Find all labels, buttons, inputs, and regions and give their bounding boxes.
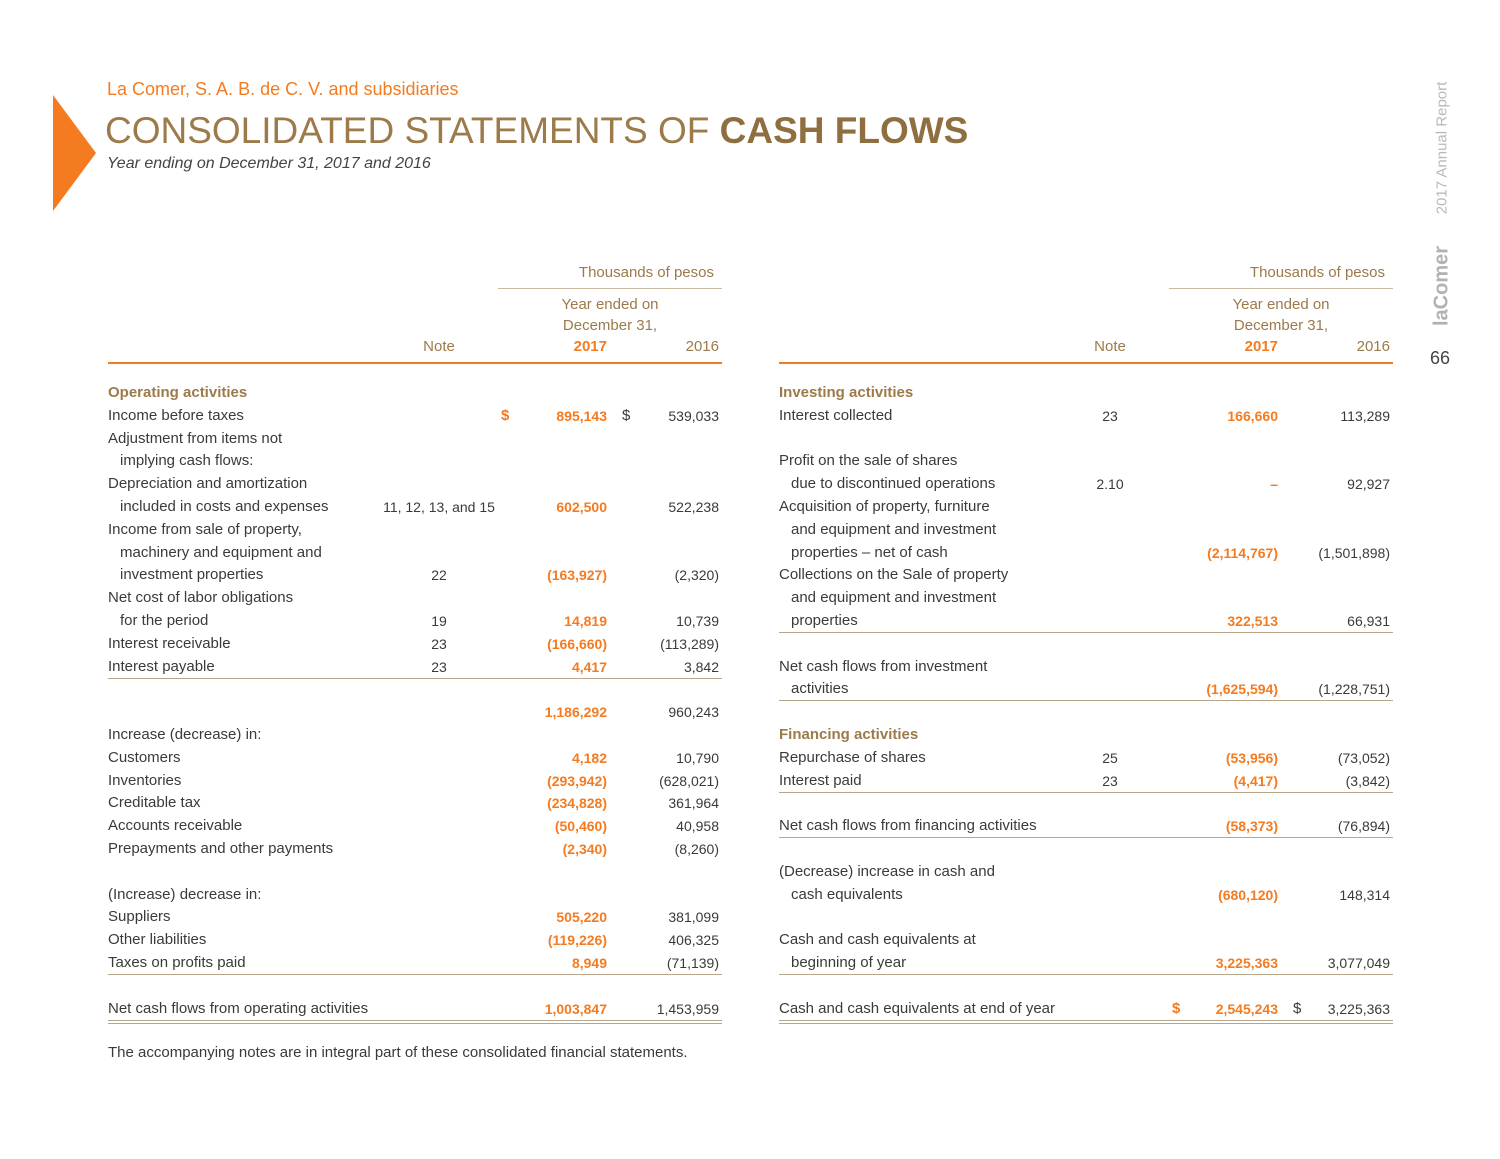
table-row	[779, 929, 1393, 951]
table-row	[108, 906, 722, 928]
table-row	[779, 952, 1393, 974]
row-note: 2.10	[1096, 476, 1124, 493]
value-2017: 2,545,243	[1215, 1000, 1278, 1017]
table-row	[779, 838, 1393, 860]
table-row	[108, 998, 722, 1020]
value-2016: (71,139)	[666, 955, 719, 971]
row-rule	[779, 974, 1393, 975]
section-title: Operating activities	[108, 384, 248, 401]
row-note: 23	[431, 658, 447, 675]
row-label: beginning of year	[791, 954, 907, 971]
lacomer-logo: laComer	[1430, 245, 1453, 327]
table-row	[779, 450, 1393, 472]
year-ended-line2: December 31,	[1233, 317, 1329, 334]
table-row	[779, 884, 1393, 906]
table-row	[779, 564, 1393, 586]
table-row	[108, 975, 722, 997]
value-2016: (76,894)	[1337, 818, 1390, 835]
table-row	[779, 861, 1393, 883]
table-row	[108, 542, 722, 564]
thousands-rule	[498, 288, 722, 289]
table-row	[779, 815, 1393, 837]
table-row	[108, 405, 722, 427]
currency-2017: $	[1172, 999, 1181, 1017]
row-label: machinery and equipment and	[120, 543, 322, 561]
row-label: due to discontinued operations	[791, 475, 996, 493]
table-row	[108, 587, 722, 609]
table-row	[779, 656, 1393, 678]
table-row	[108, 473, 722, 495]
year-ended-line1: Year ended on	[1232, 296, 1330, 313]
value-2016: 113,289	[1340, 407, 1390, 424]
value-2016: 539,033	[668, 407, 719, 424]
row-label: Acquisition of property, furniture	[779, 498, 990, 515]
table-row	[108, 838, 722, 860]
row-label: Other liabilities	[108, 931, 207, 949]
value-2017: 166,660	[1227, 407, 1278, 424]
table-row	[779, 998, 1393, 1020]
year-ended-header	[498, 294, 722, 336]
footnote: The accompanying notes are in integral part of these consolidated financial statements.	[108, 1044, 688, 1061]
year-2017-header: 2017	[573, 338, 607, 355]
row-label: Inventories	[108, 771, 182, 789]
value-2016: 361,964	[668, 795, 719, 812]
table-row	[779, 542, 1393, 564]
table-row	[779, 610, 1393, 632]
value-2017: 8,949	[571, 955, 607, 971]
page-subtitle: Year ending on December 31, 2017 and 2016	[107, 155, 431, 172]
table-row	[108, 861, 722, 883]
year-ended-line2: December 31,	[562, 317, 658, 334]
table-row	[108, 724, 722, 746]
currency-2017: $	[501, 406, 510, 424]
table-row	[108, 428, 722, 450]
note-header: Note	[1094, 338, 1126, 355]
page-number: 66	[1430, 348, 1451, 368]
row-label: Net cash flows from investment	[779, 657, 988, 675]
value-2017: (234,828)	[547, 795, 607, 812]
currency-2016: $	[622, 406, 631, 424]
table-row	[779, 587, 1393, 609]
title-light: CONSOLIDATED STATEMENTS OF	[105, 110, 720, 151]
value-2016: (73,052)	[1337, 749, 1390, 766]
row-label: Prepayments and other payments	[108, 840, 334, 857]
value-2017: 895,143	[556, 407, 607, 424]
table-row	[108, 792, 722, 814]
row-note: 23	[431, 635, 447, 652]
row-label: Income from sale of property,	[108, 520, 302, 538]
row-label: for the period	[120, 612, 209, 629]
row-note: 19	[431, 613, 447, 629]
table-row	[779, 747, 1393, 769]
row-rule	[779, 837, 1393, 838]
year-2016-header: 2016	[1356, 338, 1390, 355]
value-2016: 522,238	[668, 499, 719, 515]
value-2017: 14,819	[564, 613, 607, 629]
value-2017: 4,417	[571, 658, 607, 675]
section-heading	[779, 724, 1393, 746]
value-2017: (166,660)	[547, 635, 607, 652]
note-header: Note	[423, 338, 455, 355]
row-rule	[108, 974, 722, 975]
title-bold: CASH FLOWS	[719, 110, 969, 151]
value-2016: 3,077,049	[1327, 955, 1390, 971]
value-2017: 602,500	[556, 499, 607, 515]
row-label: Cash and cash equivalents at end of year	[779, 999, 1056, 1017]
value-2017: (2,340)	[562, 841, 607, 857]
section-title: Financing activities	[779, 726, 919, 743]
row-label: Profit on the sale of shares	[779, 452, 958, 470]
row-label: Interest collected	[779, 406, 893, 424]
section-heading	[779, 382, 1393, 404]
table-row	[108, 952, 722, 974]
table-row	[779, 473, 1393, 495]
row-label: Net cost of labor obligations	[108, 589, 294, 607]
value-2016: 10,739	[676, 613, 719, 629]
section-heading	[108, 382, 722, 404]
row-label: Adjustment from items not	[108, 429, 283, 447]
row-label: Interest receivable	[108, 634, 231, 652]
value-2017: 505,220	[556, 909, 607, 926]
row-label: Collections on the Sale of property	[779, 566, 1009, 584]
row-label: Net cash flows from operating activities	[108, 999, 369, 1017]
row-label: Interest payable	[108, 657, 215, 675]
value-2017: 4,182	[571, 749, 607, 766]
row-label: Income before taxes	[108, 406, 244, 424]
value-2017: (58,373)	[1225, 818, 1278, 835]
row-label: Customers	[108, 748, 181, 766]
row-note: 23	[1102, 407, 1118, 424]
company-name: La Comer, S. A. B. de C. V. and subsidiaries	[107, 79, 459, 99]
value-2017: (680,120)	[1218, 886, 1278, 903]
value-2016: (113,289)	[660, 635, 719, 652]
value-2016: 92,927	[1347, 476, 1390, 493]
row-label: Cash and cash equivalents at	[779, 931, 976, 949]
year-ended-line1: Year ended on	[561, 296, 659, 313]
row-rule	[779, 632, 1393, 633]
value-2017: (119,226)	[547, 932, 607, 949]
table-row	[779, 906, 1393, 928]
row-label: Repurchase of shares	[779, 748, 926, 766]
value-2017: (50,460)	[554, 818, 607, 835]
row-label: Creditable tax	[108, 794, 201, 812]
table-row	[108, 815, 722, 837]
table-row	[779, 701, 1393, 723]
value-2016: 406,325	[668, 932, 719, 949]
row-rule-double	[108, 1023, 722, 1024]
currency-2016: $	[1293, 999, 1302, 1017]
row-note: 25	[1102, 749, 1118, 766]
thousands-header: Thousands of pesos	[1249, 264, 1385, 281]
value-2016: (8,260)	[674, 841, 719, 857]
row-label: Taxes on profits paid	[108, 954, 246, 971]
table-row	[108, 656, 722, 678]
value-2017: (4,417)	[1233, 772, 1278, 789]
value-2017: 1,003,847	[544, 1000, 607, 1017]
row-label: properties	[791, 612, 858, 629]
header-rule	[108, 362, 722, 364]
row-label: Interest paid	[779, 771, 862, 789]
row-label: included in costs and expenses	[120, 498, 329, 515]
value-2017: 3,225,363	[1215, 955, 1278, 971]
value-2016: (3,842)	[1345, 772, 1390, 789]
value-2017: (293,942)	[547, 772, 607, 789]
row-label: Suppliers	[108, 908, 171, 926]
value-2016: (628,021)	[659, 772, 719, 789]
row-label: Net cash flows from financing activities	[779, 817, 1037, 835]
value-2016: 1,453,959	[656, 1000, 719, 1017]
value-2016: 66,931	[1347, 613, 1390, 629]
row-label: Depreciation and amortization	[108, 475, 308, 493]
table-row	[108, 450, 722, 472]
value-2017: 1,186,292	[544, 704, 607, 721]
row-label: properties – net of cash	[791, 543, 948, 561]
value-2017: (53,956)	[1225, 749, 1278, 766]
row-rule	[108, 1020, 722, 1021]
orange-triangle-marker	[53, 95, 96, 211]
table-row	[108, 884, 722, 906]
table-row	[779, 428, 1393, 450]
value-2016: 3,842	[683, 658, 719, 675]
value-2016: 381,099	[668, 909, 719, 926]
year-2016-header: 2016	[685, 338, 719, 355]
row-rule	[108, 678, 722, 679]
value-2017: –	[1270, 476, 1278, 493]
row-rule	[779, 792, 1393, 793]
table-row	[779, 975, 1393, 997]
thousands-header: Thousands of pesos	[578, 264, 714, 281]
value-2016: 960,243	[668, 704, 719, 721]
value-2017: (1,625,594)	[1206, 681, 1278, 698]
table-row	[108, 519, 722, 541]
row-label: Accounts receivable	[108, 817, 243, 835]
table-row	[108, 747, 722, 769]
row-label: (Increase) decrease in:	[108, 885, 262, 903]
value-2016: 3,225,363	[1327, 1000, 1390, 1017]
value-2016: (2,320)	[674, 567, 719, 584]
year-ended-header	[1169, 294, 1393, 336]
page-title	[105, 110, 968, 152]
table-row	[108, 564, 722, 586]
value-2017: 322,513	[1227, 613, 1278, 629]
table-row	[108, 770, 722, 792]
row-label: and equipment and investment	[791, 589, 997, 607]
row-label: and equipment and investment	[791, 520, 997, 538]
header-rule	[779, 362, 1393, 364]
table-row	[779, 770, 1393, 792]
row-rule	[779, 1020, 1393, 1021]
table-row	[108, 496, 722, 518]
row-note: 22	[431, 567, 447, 584]
table-row	[779, 792, 1393, 814]
table-row	[779, 633, 1393, 655]
table-row	[108, 633, 722, 655]
row-rule-double	[779, 1023, 1393, 1024]
row-label: (Decrease) increase in cash and	[779, 862, 995, 880]
table-row	[108, 678, 722, 700]
row-note: 23	[1102, 772, 1118, 789]
value-2016: 40,958	[676, 818, 719, 835]
value-2016: 148,314	[1339, 886, 1390, 903]
row-label: investment properties	[120, 566, 264, 584]
value-2016: 10,790	[676, 749, 719, 766]
value-2016: (1,501,898)	[1318, 544, 1390, 561]
row-label: implying cash flows:	[120, 452, 254, 470]
table-row	[779, 496, 1393, 518]
value-2017: (163,927)	[547, 567, 607, 584]
table-row	[779, 678, 1393, 700]
section-title: Investing activities	[779, 384, 914, 401]
table-row	[779, 519, 1393, 541]
row-rule	[779, 700, 1393, 701]
table-row	[108, 701, 722, 723]
row-label: cash equivalents	[791, 885, 903, 903]
table-row	[779, 405, 1393, 427]
year-2017-header: 2017	[1244, 338, 1278, 355]
value-2016: (1,228,751)	[1318, 681, 1390, 698]
row-label: activities	[791, 680, 849, 698]
annual-report-label: 2017 Annual Report	[1433, 81, 1451, 215]
table-row	[108, 929, 722, 951]
table-row	[108, 610, 722, 632]
value-2017: (2,114,767)	[1207, 544, 1278, 561]
row-label: Increase (decrease) in:	[108, 726, 262, 743]
row-note: 11, 12, 13, and 15	[383, 499, 495, 515]
thousands-rule	[1169, 288, 1393, 289]
